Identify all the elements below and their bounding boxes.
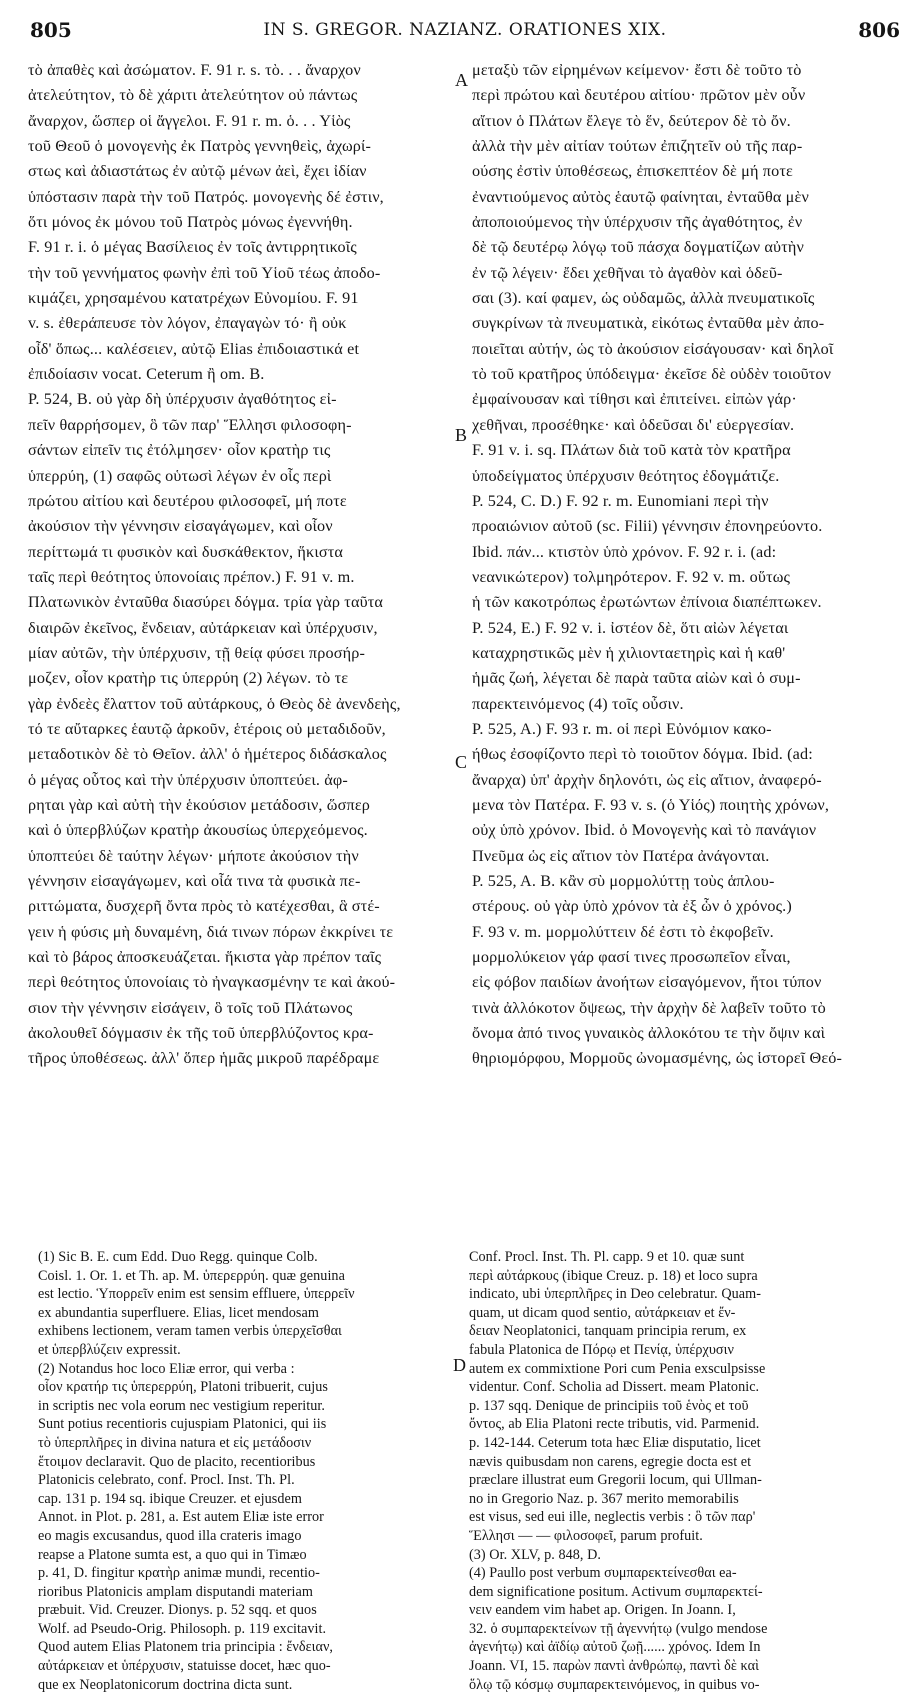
running-title: IN S. GREGOR. NAZIANZ. ORATIONES XIX. xyxy=(263,20,667,40)
margin-marker-d: D xyxy=(453,1355,466,1375)
footnote-line: nævis quibusdam non carens, egregie docta est et xyxy=(469,1453,752,1470)
text-line: τοῦ Θεοῦ ὁ μονογενὴς ἐκ Πατρὸς γεννηθεὶς, ἀχωρί- xyxy=(28,137,372,156)
text-line: P. 524, B. οὐ γὰρ δὴ ὑπέρχυσιν ἀγαθότητος εἰ- xyxy=(28,390,337,409)
footnote-line: Annot. in Plot. p. 281, a. Est autem Eliæ iste error xyxy=(38,1509,324,1526)
text-line: F. 91 r. i. ὁ μέγας Βασίλειος ἐν τοῖς ἀντιρρητικοῖς xyxy=(28,238,357,257)
text-line: ούσης ἐστὶν ὑποθέσεως, ἐπισκεπτέον δὲ μή ποτε xyxy=(472,162,793,181)
footnote-line: τὸ ὑπερπλῆρες in divina natura et εἰς μετάδοσιν xyxy=(38,1434,312,1451)
text-line: Πνεῦμα ὡς εἰς αἴτιον τὸν Πατέρα ἀνάγονται. xyxy=(472,846,770,865)
text-line: νεανικώτερον) τολμηρότερον. F. 92 v. m. οὕτως xyxy=(472,567,791,586)
text-line: ἐν τῷ λέγειν· ἔδει χεθῆναι τὸ ἀγαθὸν καὶ ὁδεῦ- xyxy=(472,263,783,282)
text-line: P. 525, A.) F. 93 r. m. οἱ περὶ Εὐνόμιον κακο- xyxy=(472,719,772,738)
text-line: ἡ τῶν κακοτρόπως ἐρωτώντων ἐπίνοια διαπέπτωκεν. xyxy=(472,593,822,612)
text-line: ριττώματα, δυσχερῆ ὄντα πρὸς τὸ κατέχεσθαι, ἃ στέ- xyxy=(28,897,380,916)
text-line: γέννησιν εἰσαγάγωμεν, καὶ οἷά τινα τὰ φυσικὰ πε- xyxy=(28,872,361,890)
footnote-line: reapse a Platone sumta est, a quo qui in Timæo xyxy=(38,1546,307,1563)
text-line: ἐμφαίνουσαν καὶ τίθησι καὶ ἐπιτείνει. εἰπὼν γάρ· xyxy=(472,390,797,409)
text-line: μεταξὺ τῶν εἰρημένων κείμενον· ἔστι δὲ τοῦτο τὸ xyxy=(472,61,802,79)
text-line: ἄναρχον, ὥσπερ οἱ ἄγγελοι. F. 91 r. m. ὁ. . . Υἱὸς xyxy=(28,111,351,130)
footnote-line: ἀγενήτῳ) καὶ ἀϊδίῳ αὐτοῦ ζωῇ...... χρόνος. Idem In xyxy=(469,1639,761,1656)
right-text-column xyxy=(472,58,902,1072)
text-line: αἴτιον ὁ Πλάτων ἔλεγε τὸ ἕν, δεύτερον δὲ τὸ ὄν. xyxy=(472,111,791,130)
text-line: P. 524, C. D.) F. 92 r. m. Eunomiani περὶ τὴν xyxy=(472,491,769,510)
footnote-line: dem significatione positum. Activum συμπαρεκτεί- xyxy=(469,1583,763,1600)
footnote-line: ἕτοιμον declaravit. Quo de placito, recentioribus xyxy=(38,1453,316,1470)
text-line: ἀκολουθεῖ δόγμασιν ἐκ τῆς τοῦ ὑπερβλύζοντος κρα- xyxy=(28,1024,374,1043)
text-line: τινὰ ἀλλόκοτον ὄψεως, τὴν ἀρχὴν δὲ λαβεῖν τοῦτο τὸ xyxy=(472,998,826,1017)
footnote-line: præclare illustrat eum Gregorii locum, qui Ullman- xyxy=(469,1472,762,1489)
text-line: σαι (3). καί φαμεν, ὡς οὐδαμῶς, ἀλλὰ πνευματικοῖς xyxy=(472,289,815,308)
text-line: καὶ τὸ βάρος ἀποσκευάζεται. ἥκιστα γὰρ πρέπον ταῖς xyxy=(28,948,382,967)
text-line: ὄνομα ἀπό τινος γυναικὸς ἀλλοκότου τε τὴν ὄψιν καὶ xyxy=(472,1024,826,1043)
text-line: δὲ τῷ δευτέρῳ λόγῳ τοῦ πάσχα δογματίζων αὐτὴν xyxy=(472,238,804,257)
text-line: σιον τὴν γέννησιν εἰσάγειν, ὃ τοῖς τοῦ Πλάτωνος xyxy=(28,998,353,1017)
text-line: μορμολύκειον γάρ φασί τινες προσωπεῖον εἶναι, xyxy=(472,948,791,967)
footnote-line: no in Gregorio Naz. p. 367 merito memorabilis xyxy=(469,1490,739,1507)
footnote-line: (2) Notandus hoc loco Eliæ error, qui verba : xyxy=(38,1360,295,1377)
text-line: μίαν αὐτῶν, τὴν ὑπέρχυσιν, τῇ θείᾳ φύσει προσήρ- xyxy=(28,643,365,662)
text-line: μεταδοτικὸν δὲ τὸ Θεῖον. ἀλλ' ὁ ἡμέτερος διδάσκαλος xyxy=(28,745,387,764)
text-line: ταῖς περὶ θεότητος ὑπονοίαις πρέπον.) F. 91 v. m. xyxy=(28,567,355,586)
footnote-line: Joann. VI, 15. παρὼν παντὶ ἀνθρώπῳ, παντὶ δὲ καὶ xyxy=(469,1658,759,1675)
text-line: F. 91 v. i. sq. Πλάτων διὰ τοῦ κατὰ τὸν κρατῆρα xyxy=(472,441,791,460)
footnote-line: νειν eandem vim habet ap. Origen. In Joann. I, xyxy=(469,1602,736,1619)
footnote-line: αὐτάρκειαν et ὑπέρχυσιν, statuisse docet, hæc quo- xyxy=(38,1658,331,1675)
text-line: ὅτι μόνος ἐκ μόνου τοῦ Πατρὸς μόνως ἐγεννήθη. xyxy=(28,213,353,232)
text-line: v. s. ἐθεράπευσε τὸν λόγον, ἐπαγαγὼν τό· ἢ οὐκ xyxy=(28,314,347,333)
footnote-line: que ex Neoplatonicorum doctrina dicta sunt. xyxy=(38,1676,293,1693)
footnote-line: Ἕλλησι — — φιλοσοφεῖ, parum profuit. xyxy=(469,1527,703,1544)
text-line: κιμάζει, χρησαμένου κατατρέχων Εὐνομίου. F. 91 xyxy=(28,289,359,308)
text-line: τὸ τοῦ κρατῆρος ὑπόδειγμα· ἐκεῖσε δὲ οὐδὲν τοιοῦτον xyxy=(472,365,832,384)
margin-marker-b: B xyxy=(455,425,468,445)
footnote-line: Wolf. ad Pseudo-Orig. Philosoph. p. 119 excitavit. xyxy=(38,1620,327,1637)
footnote-line: (3) Or. XLV, p. 848, D. xyxy=(469,1546,601,1563)
text-line: ἐπιδοίασιν vocat. Ceterum ἢ om. B. xyxy=(28,365,265,384)
text-line: ήθως ἐσοφίζοντο περὶ τὸ τοιοῦτον δόγμα. Ibid. (ad: xyxy=(472,745,813,764)
text-line: ἀποποιούμενος τὴν ὑπέρχυσιν τῆς ἀγαθότητος, ἐν xyxy=(472,213,803,232)
text-line: ἡμᾶς ζωή, λέγεται δὲ παρὰ ταῦτα αἰὼν καὶ ὁ συμ- xyxy=(472,669,801,688)
footnote-line: et ὑπερβλύζειν expressit. xyxy=(38,1341,181,1358)
text-line: ἐναντιούμενος αὐτὸς ἑαυτῷ φαίνηται, ἐνταῦθα μὲν xyxy=(472,187,809,206)
footnote-line: eo magis excusandus, quod illa crateris imago xyxy=(38,1527,302,1544)
footnote-line: (4) Paullo post verbum συμπαρεκτείνεσθαι ea- xyxy=(469,1565,737,1582)
text-line: ὑποπτεύει δὲ ταύτην λέγων· μήποτε ἀκούσιον τὴν xyxy=(28,846,359,865)
text-line: περὶ πρώτου καὶ δευτέρου αἰτίου· πρῶτον μὲν οὖν xyxy=(472,86,806,105)
text-line: συγκρίνων τὰ πνευματικὰ, εἰκότως ἐνταῦθα μὲν ἀπο- xyxy=(472,314,825,333)
text-line: τὸ ἀπαθὲς καὶ ἀσώματον. F. 91 r. s. τὸ. . . ἄναρχον xyxy=(28,61,361,79)
text-line: F. 93 v. m. μορμολύττειν δέ ἐστι τὸ ἐκφοβεῖν. xyxy=(472,922,774,941)
footnote-line: οἷον κρατήρ τις ὑπερερρύη, Platoni tribuerit, cujus xyxy=(38,1379,328,1396)
footnotes-right xyxy=(469,1248,905,1694)
footnote-line: præbuit. Vid. Creuzer. Dionys. p. 52 sqq. et quos xyxy=(38,1602,317,1619)
text-line: ποιεῖται αὐτήν, ὡς τὸ ἀκούσιον εἰσάγουσαν· καὶ δηλοῖ xyxy=(472,339,834,358)
text-line: καὶ ὁ ὑπερβλύζων κρατὴρ ἀκουσίως ὑπερχεόμενος. xyxy=(28,821,368,840)
text-line: ἀλλὰ τὴν μὲν αἰτίαν τούτων ἐπιζητεῖν οὐ τῆς παρ- xyxy=(472,137,803,156)
text-line: ἀκούσιον τὴν γέννησιν εἰσαγάγωμεν, καὶ οἷον xyxy=(28,517,333,536)
text-line: χεθῆναι, προσέθηκε· καὶ ὁδεῦσαι δι' εὐεργεσίαν. xyxy=(472,415,795,434)
footnote-line: autem ex commixtione Pori cum Penia exsculpsisse xyxy=(469,1360,766,1377)
text-line: ὑποδείγματος ὑπέρχυσιν θεότητος ἐδογμάτιζε. xyxy=(472,466,780,485)
footnote-line: Platonicis celebrato, conf. Procl. Inst. Th. Pl. xyxy=(38,1472,295,1489)
text-line: ἄναρχα) ὑπ' ἀρχὴν δηλονότι, ὡς εἰς αἴτιον, ἀναφερό- xyxy=(472,770,822,789)
text-line: Πλατωνικὸν ἐνταῦθα διασύρει δόγμα. τρία γὰρ ταῦτα xyxy=(28,593,384,612)
text-line: στέρους. οὐ γὰρ ὑπὸ χρόνον τὰ ἐξ ὧν ὁ χρόνος.) xyxy=(472,897,792,916)
page-header xyxy=(30,18,900,48)
text-line: τῆρος ὑποθέσεως. ἀλλ' ὅπερ ἡμᾶς μικροῦ παρέδραμε xyxy=(28,1049,380,1068)
text-line: τὴν τοῦ γεννήματος φωνὴν ἐπὶ τοῦ Υἱοῦ τέως ἀποδο- xyxy=(28,263,381,282)
text-line: γὰρ ἐνδεὲς ἔλαττον τοῦ αὐτάρκους, ὁ Θεὸς δὲ ἀνενδεὴς, xyxy=(28,694,401,713)
footnote-line: p. 41, D. fingitur κρατὴρ animæ mundi, recentio- xyxy=(38,1565,320,1582)
text-line: ὁ μέγας οὗτος καὶ τὴν ὑπέρχυσιν ὑποπτεύει. ἀφ- xyxy=(28,770,348,789)
margin-marker-a: A xyxy=(455,70,468,90)
text-line: πεῖν θαρρήσομεν, ὃ τῶν παρ' Ἕλλησι φιλοσοφη- xyxy=(28,415,352,434)
margin-marker-c: C xyxy=(455,752,468,772)
left-text-column xyxy=(28,58,450,1072)
text-line: μενα τὸν Πατέρα. F. 93 v. s. (ὁ Υἱός) ποιητὴς χρόνων, xyxy=(472,795,830,814)
footnote-line: fabula Platonica de Πόρῳ et Πενίᾳ, ὑπέρχυσιν xyxy=(469,1341,734,1358)
footnote-line: cap. 131 p. 194 sq. ibique Creuzer. et ejusdem xyxy=(38,1490,302,1507)
text-line: ὑπόστασιν παρὰ τὴν τοῦ Πατρός. μονογενὴς δέ ἐστιν, xyxy=(28,187,384,206)
text-line: γειν ἡ φύσις μὴ δυναμένη, διά τινων πόρων ἐκκρίνει τε xyxy=(28,922,394,941)
text-line: θηριομόρφου, Μορμοῦς ὠνομασμένης, ὡς ἱστορεῖ Θεό- xyxy=(472,1049,843,1068)
footnote-line: quam, ut dicam quod sentio, αὐτάρκειαν et ἔν- xyxy=(469,1304,736,1321)
text-line: περὶ θεότητος ὑπονοίαις τὸ ἠναγκασμένην τε καὶ ἀκού- xyxy=(28,973,396,992)
text-line: οἶδ' ὅπως... καλέσειεν, αὐτῷ Elias ἐπιδοιαστικά et xyxy=(28,339,360,358)
footnote-line: 32. ὁ συμπαρεκτείνων τῇ ἀγεννήτῳ (vulgo mendose xyxy=(469,1620,768,1637)
text-line: εἰς φόβον παιδίων ἀνοήτων εἰσαγόμενον, ἤτοι τύπον xyxy=(472,973,822,992)
text-line: προαιώνιον αὐτοῦ (sc. Filii) γέννησιν ἐπονηρεύοντο. xyxy=(472,517,823,536)
footnote-line: indicato, ubi ὑπερπλῆρες in Deo celebratur. Quam- xyxy=(469,1286,761,1303)
footnote-line: videntur. Conf. Scholia ad Dissert. meam Platonic. xyxy=(469,1379,760,1396)
text-line: πρώτου αἰτίου καὶ δευτέρου φιλοσοφεῖ, μή ποτε xyxy=(28,491,347,510)
footnote-line: rioribus Platonicis amplam disputandi materiam xyxy=(38,1583,313,1600)
page-number-right: 806 xyxy=(858,18,900,42)
footnote-line: (1) Sic B. E. cum Edd. Duo Regg. quinque Colb. xyxy=(38,1249,318,1265)
footnote-line: Conf. Procl. Inst. Th. Pl. capp. 9 et 10. quæ sunt xyxy=(469,1249,745,1265)
footnote-line: δειαν Neoplatonici, tanquam principia rerum, ex xyxy=(469,1323,747,1340)
text-line: ρηται γὰρ καὶ αὐτὴ τὴν ἑκούσιον μετάδοσιν, ὥσπερ xyxy=(28,795,370,814)
text-line: καταχρηστικῶς μὲν ἡ χιλιονταετηρὶς καὶ ἡ καθ' xyxy=(472,643,786,662)
footnote-line: περὶ αὐτάρκους (ibique Creuz. p. 18) et loco supra xyxy=(469,1267,758,1284)
footnote-line: exhibens lectionem, veram tamen verbis ὑπερχεῖσθαι xyxy=(38,1323,342,1340)
page-number-left: 805 xyxy=(30,18,72,42)
text-line: ἀτελεύτητον, τὸ δὲ χάριτι ἀτελεύτητον οὐ πάντως xyxy=(28,86,358,105)
text-line: μοζεν, οἷον κρατὴρ τις ὑπερρύη (2) λέγων. τὸ τε xyxy=(28,669,349,688)
text-line: περίττωμά τι φυσικὸν καὶ δυσκάθεκτον, ἥκιστα xyxy=(28,542,344,561)
text-line: διαιρῶν ἐκεῖνος, ἔνδειαν, αὐτάρκειαν καὶ ὑπέρχυσιν, xyxy=(28,618,378,637)
footnotes-left xyxy=(38,1248,450,1694)
text-line: στως καὶ ἀδιαστάτως ἐν αὐτῷ μένων ἀεὶ, ἔχει ἰδίαν xyxy=(28,162,367,181)
footnote-line: Quod autem Elias Platonem tria principia : ἔνδειαν, xyxy=(38,1639,334,1656)
footnote-line: p. 142-144. Ceterum tota hæc Eliæ disputatio, licet xyxy=(469,1434,761,1451)
text-line: σάντων εἰπεῖν τις ἐτόλμησεν· οἷον κρατὴρ τις xyxy=(28,441,331,460)
text-line: οὐχ ὑπὸ χρόνον. Ibid. ὁ Μονογενὴς καὶ τὸ πανάγιον xyxy=(472,821,817,840)
text-line: P. 525, A. B. κἂν σὺ μορμολύττῃ τοὺς ἁπλου- xyxy=(472,872,775,890)
footnote-line: ὅλῳ τῷ κόσμῳ συμπαρεκτεινόμενος, in quibus vo- xyxy=(469,1676,760,1693)
text-line: τό τε αὔταρκες ἑαυτῷ ἀρκοῦν, ἑτέροις οὐ μεταδιδοῦν, xyxy=(28,719,386,738)
text-line: Ibid. πάν... κτιστὸν ὑπὸ χρόνον. F. 92 r. i. (ad: xyxy=(472,542,777,561)
footnote-line: Sunt potius recentioris cujuspiam Platonici, qui iis xyxy=(38,1416,327,1433)
footnote-line: est lectio. Ὑπορρεῖν enim est sensim effluere, ὑπερρεῖν xyxy=(38,1286,355,1303)
footnote-line: p. 137 sqq. Denique de principiis τοῦ ἑνὸς et τοῦ xyxy=(469,1397,749,1414)
footnote-line: in scriptis nec vola eorum nec vestigium reperitur. xyxy=(38,1397,326,1414)
text-line: παρεκτεινόμενος (4) τοῖς οὖσιν. xyxy=(472,694,684,713)
text-line: ὑπερρύη, (1) σαφῶς οὑτωσὶ λέγων ἐν οἷς περὶ xyxy=(28,466,332,485)
text-line: P. 524, E.) F. 92 v. i. ἰστέον δὲ, ὅτι αἰὼν λέγεται xyxy=(472,618,789,637)
footnote-line: est visus, sed eui ille, neglectis verbis : ὃ τῶν παρ' xyxy=(469,1509,756,1526)
footnote-line: Coisl. 1. Or. 1. et Th. ap. M. ὑπερερρύη. quæ genuina xyxy=(38,1267,345,1284)
footnote-line: ex abundantia superfluere. Elias, licet mendosam xyxy=(38,1304,319,1321)
footnote-line: ὄντος, ab Elia Platoni recte tributis, vid. Parmenid. xyxy=(469,1416,760,1433)
